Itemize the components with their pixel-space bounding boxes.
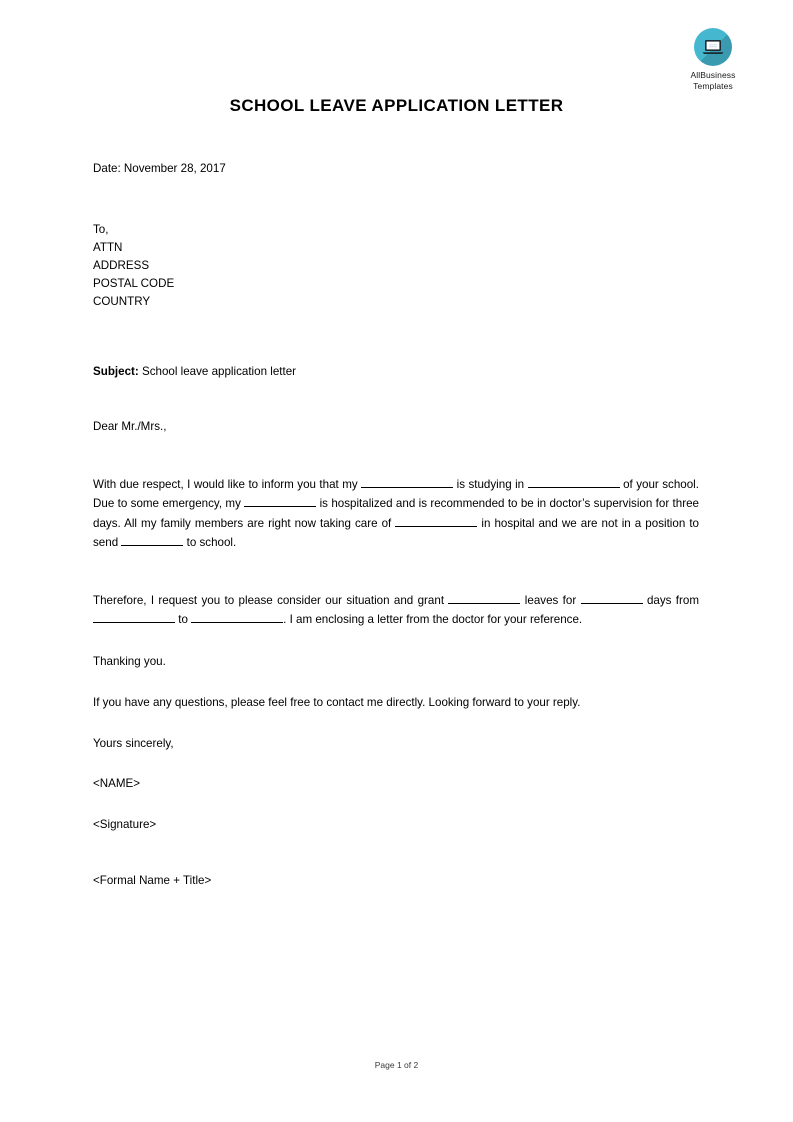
laptop-icon bbox=[694, 28, 732, 66]
p2-segment-3: days from bbox=[646, 593, 699, 607]
p1-segment-3: of your school. Due to some emergency, my bbox=[93, 477, 699, 510]
body-paragraph-3: Thanking you. bbox=[93, 654, 166, 668]
recipient-address-block bbox=[93, 221, 699, 311]
fill-blank-to-date[interactable] bbox=[191, 611, 283, 623]
fill-blank-student[interactable] bbox=[361, 476, 453, 488]
p1-segment-6: to school. bbox=[186, 536, 237, 549]
p1-segment-1: With due respect, I would like to inform you that my bbox=[93, 477, 358, 491]
p2-segment-4: to bbox=[178, 613, 188, 626]
brand-name-line2: Templates bbox=[693, 80, 733, 91]
letter-body bbox=[93, 160, 699, 891]
recipient-address: ADDRESS bbox=[93, 258, 150, 272]
body-paragraph-4: If you have any questions, please feel free to contact me directly. Looking forward to your reply. bbox=[93, 696, 581, 709]
p2-segment-1: Therefore, I request you to please consider our situation and grant bbox=[93, 593, 445, 607]
fill-blank-child[interactable] bbox=[121, 534, 183, 546]
fill-blank-patient[interactable] bbox=[395, 515, 477, 527]
fill-blank-leave-count[interactable] bbox=[448, 592, 520, 604]
date-line: Date: November 28, 2017 bbox=[93, 162, 226, 175]
p1-segment-5: in hospital and we are not in a position to send bbox=[93, 516, 699, 549]
closing-formal-name-title: <Formal Name + Title> bbox=[93, 874, 212, 887]
closing-name: <NAME> bbox=[93, 777, 141, 790]
page-title: SCHOOL LEAVE APPLICATION LETTER bbox=[229, 96, 564, 115]
sign-off: Yours sincerely, bbox=[93, 736, 174, 750]
closing-signature: <Signature> bbox=[93, 817, 157, 831]
brand-logo bbox=[671, 28, 755, 91]
recipient-to: To, bbox=[93, 222, 109, 236]
body-paragraph-1 bbox=[93, 475, 699, 553]
p1-segment-4: is hospitalized and is recommended to be in doctor’s supervision for three days. All my family members are right now taking care of bbox=[93, 497, 699, 530]
fill-blank-days[interactable] bbox=[581, 592, 643, 604]
subject-line bbox=[93, 363, 699, 382]
recipient-attn: ATTN bbox=[93, 240, 123, 254]
p2-segment-2: leaves for bbox=[524, 593, 577, 607]
page-footer: Page 1 of 2 bbox=[374, 1060, 419, 1070]
salutation: Dear Mr./Mrs., bbox=[93, 420, 167, 433]
body-paragraph-2 bbox=[93, 591, 699, 630]
fill-blank-relative[interactable] bbox=[244, 495, 316, 507]
fill-blank-from-date[interactable] bbox=[93, 611, 175, 623]
brand-name-line1: AllBusiness bbox=[690, 70, 736, 80]
subject-value: School leave application letter bbox=[141, 364, 297, 378]
subject-label: Subject: bbox=[93, 364, 139, 378]
recipient-country: COUNTRY bbox=[93, 294, 151, 308]
fill-blank-class[interactable] bbox=[528, 476, 620, 488]
p1-segment-2: is studying in bbox=[456, 477, 525, 491]
p2-segment-5: . I am enclosing a letter from the doctor for your reference. bbox=[283, 613, 583, 626]
closing-block bbox=[93, 735, 699, 891]
recipient-postal-code: POSTAL CODE bbox=[93, 276, 175, 290]
